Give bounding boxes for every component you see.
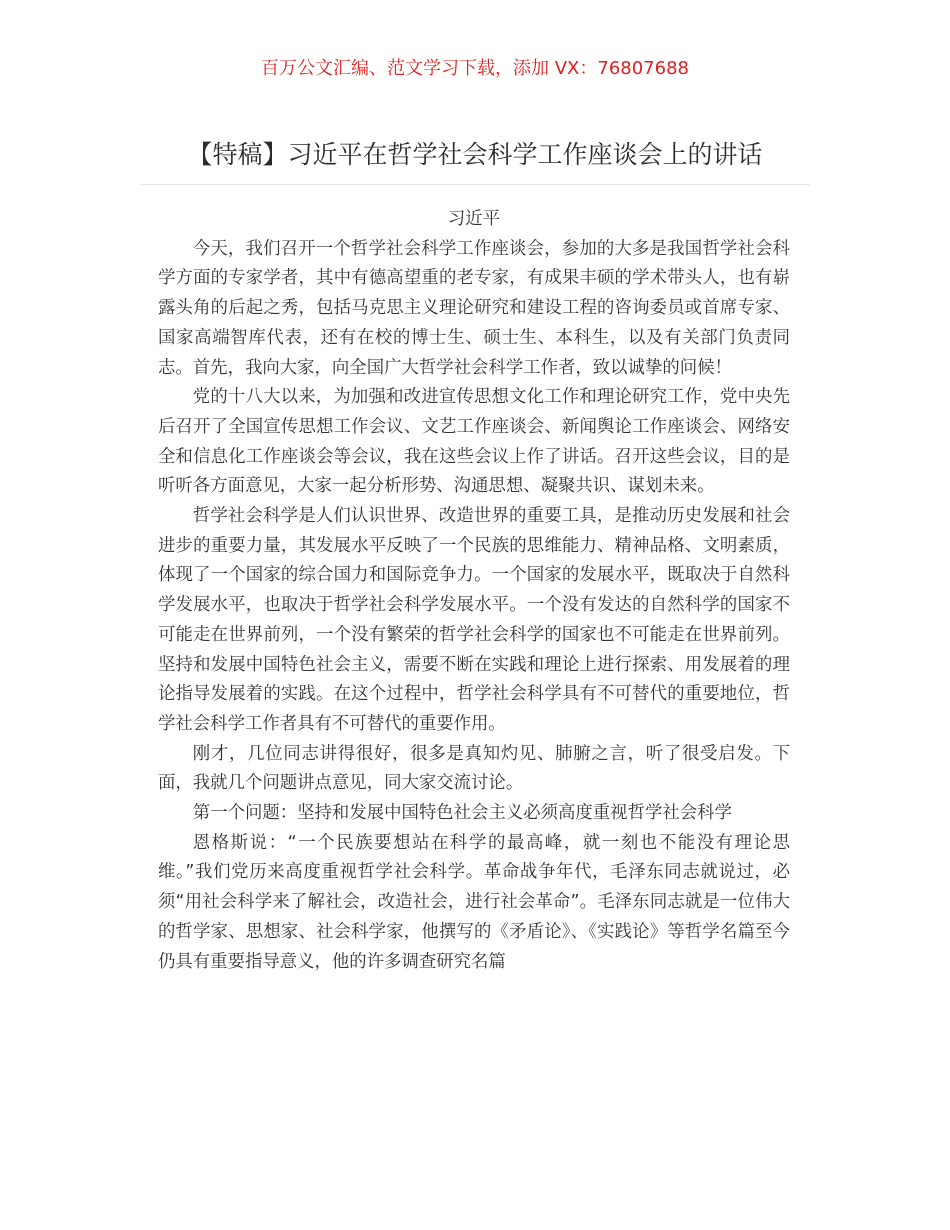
author-name: 习近平	[447, 209, 501, 229]
section-heading: 第一个问题：坚持和发展中国特色社会主义必须高度重视哲学社会科学	[192, 803, 732, 824]
paragraph: 今天，我们召开一个哲学社会科学工作座谈会，参加的大多是我国哲学社会科学方面的专家学者，其中有德高望重的老专家，有成果丰硕的学术带头人，也有崭露头角的后起之秀，包括马克思主义理论研究和建设工程的咨询委员或首席专家、国家高端智库代表，还有在校的博士生、硕士生、本科生，以及有关部门负责同志。首先，我向大家，向全国广大哲学社会科学工作者，致以诚挚的问候！	[158, 238, 790, 378]
paragraph: 刚才，几位同志讲得很好，很多是真知灼见、肺腑之言，听了很受启发。下面，我就几个问题讲点意见，同大家交流讨论。	[158, 743, 790, 794]
page-title: 【特稿】习近平在哲学社会科学工作座谈会上的讲话	[187, 140, 763, 169]
paragraph: 党的十八大以来，为加强和改进宣传思想文化工作和理论研究工作，党中央先后召开了全国宣传思想工作会议、文艺工作座谈会、新闻舆论工作座谈会、网络安全和信息化工作座谈会等会议，我在这些会议上作了讲话。召开这些会议，目的是听听各方面意见，大家一起分析形势、沟通思想、凝聚共识、谋划未来。	[158, 387, 790, 497]
article-body	[158, 205, 790, 977]
header-banner: 百万公文汇编、范文学习下载，添加 VX：76807688	[261, 58, 689, 79]
title-divider	[140, 184, 810, 185]
paragraph: 哲学社会科学是人们认识世界、改造世界的重要工具，是推动历史发展和社会进步的重要力量，其发展水平反映了一个民族的思维能力、精神品格、文明素质，体现了一个国家的综合国力和国际竞争力。一个国家的发展水平，既取决于自然科学发展水平，也取决于哲学社会科学发展水平。一个没有发达的自然科学的国家不可能走在世界前列，一个没有繁荣的哲学社会科学的国家也不可能走在世界前列。坚持和发展中国特色社会主义，需要不断在实践和理论上进行探索、用发展着的理论指导发展着的实践。在这个过程中，哲学社会科学具有不可替代的重要地位，哲学社会科学工作者具有不可替代的重要作用。	[158, 506, 790, 734]
paragraph: 恩格斯说：“一个民族要想站在科学的最高峰，就一刻也不能没有理论思维。”我们党历来高度重视哲学社会科学。革命战争年代，毛泽东同志就说过，必须“用社会科学来了解社会，改造社会，进行社会革命”。毛泽东同志就是一位伟大的哲学家、思想家、社会科学家，他撰写的《矛盾论》、《实践论》等哲学名篇至今仍具有重要指导意义，他的许多调查研究名篇	[158, 832, 790, 972]
